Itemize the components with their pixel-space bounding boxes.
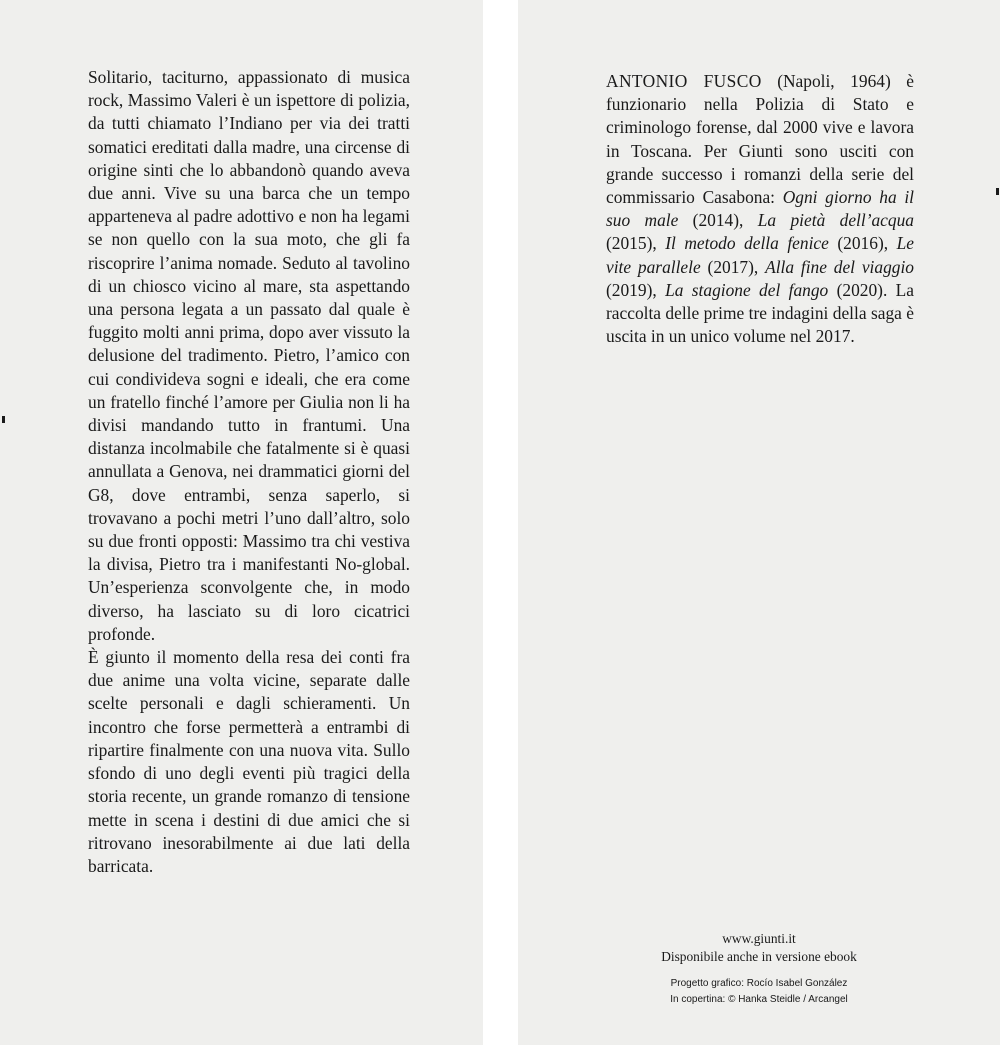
author-name: ANTONIO FUSCO [606, 71, 762, 91]
bio-intro: (Napoli, 1964) è funzionario nella Polizia di Stato e criminologo forense, dal 2000 vive e lavora in Toscana. Per Giunti sono usciti con grande successo i romanzi della serie del commissario Casabona: [606, 71, 914, 208]
design-credit: Progetto grafico: Rocío Isabel González [670, 978, 848, 989]
fold-mark-right [996, 188, 999, 195]
book-year: (2020). [828, 279, 896, 300]
synopsis-paragraph-1: Solitario, taciturno, appassionato di musica rock, Massimo Valeri è un ispettore di polizia, da tutti chiamato l’Indiano per via dei tratti somatici ereditati dalla madre, una circense di origine sinti che lo abbandonò quando aveva due anni. Vive su una barca che un tempo apparteneva al padre adottivo e non ha legami se non quello con la sua moto, che gli fa riscoprire l’anima nomade. Seduto al tavolino di un chiosco vicino al mare, sta aspettando una persona legata a un passato dal quale è fuggito molti anni prima, dopo aver vissuto la delusione del tradimento. Pietro, l’amico con cui condivideva sogni e ideali, che era come un fratello finché l’amore per Giulia non li ha divisi mandando tutto in frantumi. Una distanza incolmabile che fatalmente si è quasi annullata a Genova, nei drammatici giorni del G8, dove entrambi, senza saperlo, si trovavano a pochi metri l’uno dall’altro, solo su due fronti opposti: Massimo tra chi vestiva la divisa, Pietro tra i manifestanti No-global. Un’esperienza sconvolgente che, in modo diverso, ha lasciato su di loro cicatrici profonde. [88, 67, 410, 644]
book-title: Alla fine del viaggio [765, 256, 914, 277]
book-year: (2017), [700, 256, 766, 277]
book-title: Ogni giorno ha il suo male [606, 187, 914, 231]
left-flap [0, 0, 483, 1045]
book-year: (2015), [606, 233, 666, 254]
book-title: La stagione del fango [665, 279, 829, 300]
author-bio [606, 70, 914, 348]
publisher-footer [606, 930, 912, 1008]
publisher-website: www.giunti.it [722, 931, 796, 946]
right-flap [518, 0, 1000, 1045]
book-year: (2019), [606, 279, 666, 300]
author-bio-paragraph [606, 70, 914, 348]
synopsis-paragraph-2: È giunto il momento della resa dei conti fra due anime una volta vicine, separate dalle scelte personali e dagli schieramenti. Un incontro che forse permetterà a entrambi di ripartire finalmente con una nuova vita. Sullo sfondo di uno degli eventi più tragici della storia recente, un grande romanzo di tensione mette in scena i destini di due amici che si ritrovano inesorabilmente ai due lati della barricata. [88, 647, 410, 876]
cover-credit: In copertina: © Hanka Steidle / Arcangel [670, 994, 848, 1005]
book-title: La pietà dell’acqua [757, 210, 914, 231]
book-year: (2016), [828, 233, 897, 254]
fold-mark-left [2, 416, 5, 423]
book-title: Le vite parallele [606, 233, 914, 277]
credits [606, 976, 912, 1008]
bio-outro: La raccolta delle prime tre indagini della saga è uscita in un unico volume nel 2017. [606, 279, 914, 347]
book-title: Il metodo della fenice [665, 233, 829, 254]
book-year: (2014), [678, 210, 758, 231]
synopsis [88, 66, 410, 878]
ebook-note: Disponibile anche in versione ebook [661, 949, 857, 964]
